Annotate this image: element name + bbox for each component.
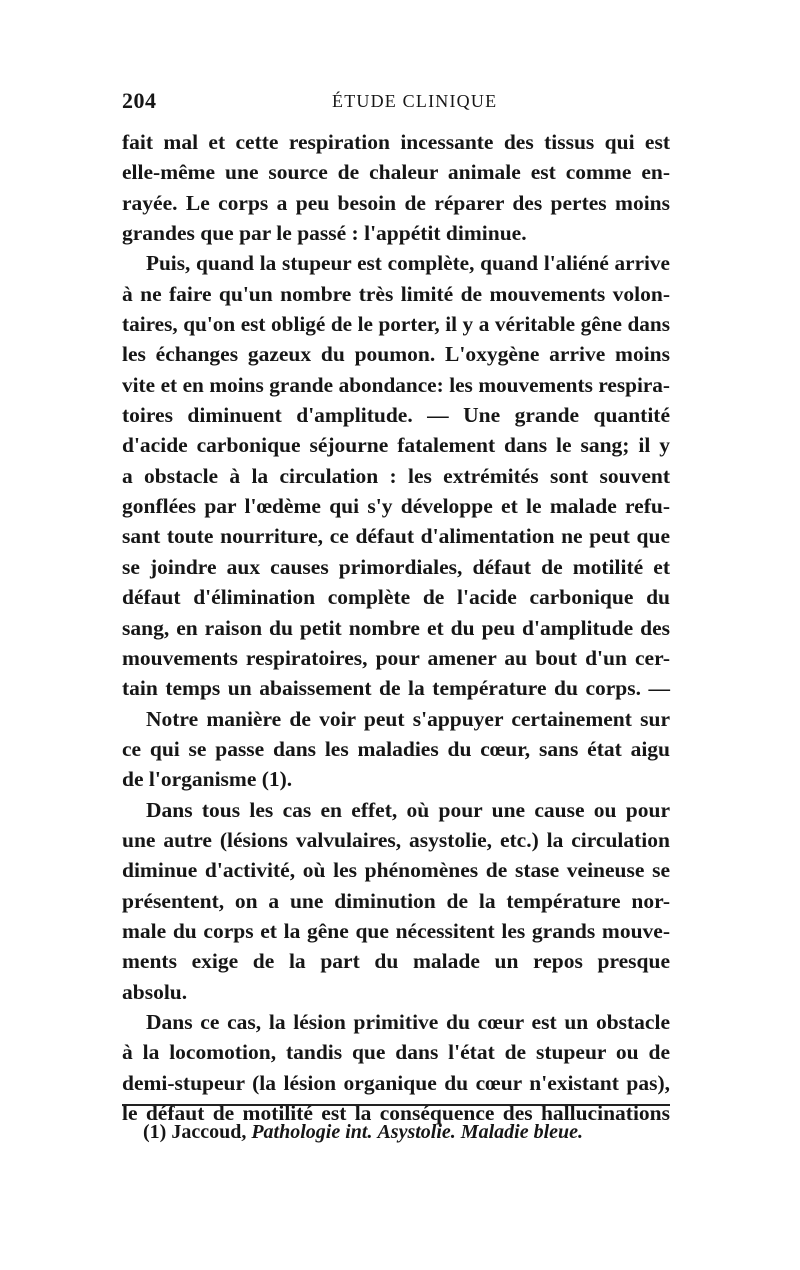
text-line: Dans ce cas, la lésion primitive du cœur est un obstacle: [146, 1009, 670, 1034]
text-line: Notre manière de voir peut s'appuyer certainement sur: [146, 706, 670, 731]
text-line: absolu.: [122, 979, 188, 1004]
text-line: male du corps et la gêne que nécessitent les grands mouve-: [122, 918, 670, 943]
text-line: d'acide carbonique séjourne fatalement dans le sang; il y: [122, 433, 670, 458]
text-line: elle-même une source de chaleur animale est comme en-: [122, 160, 670, 185]
text-line: vite et en moins grande abondance: les mouvements respira-: [122, 372, 670, 397]
text-line: a obstacle à la circulation : les extrémités sont souvent: [122, 463, 670, 488]
text-line: ments exige de la part du malade un repos presque: [122, 949, 670, 974]
text-line: les échanges gazeux du poumon. L'oxygène arrive moins: [122, 342, 670, 367]
text-line: de l'organisme (1).: [122, 767, 293, 792]
text-line: se joindre aux causes primordiales, défaut de motilité et: [122, 554, 670, 579]
footnote-author: Jaccoud,: [171, 1121, 247, 1143]
text-line: défaut d'élimination complète de l'acide carbonique du: [122, 585, 670, 610]
page-header: [122, 88, 670, 118]
page-number: 204: [122, 88, 157, 113]
footnote-marker: (1): [143, 1121, 167, 1143]
text-line: sang, en raison du petit nombre et du peu d'amplitude des: [122, 615, 670, 640]
text-line: rayée. Le corps a peu besoin de réparer des pertes moins: [122, 190, 670, 215]
text-line: à la locomotion, tandis que dans l'état de stupeur ou de: [122, 1040, 670, 1065]
text-line: sant toute nourriture, ce défaut d'alimentation ne peut que: [122, 524, 670, 549]
footnote-divider: [122, 1104, 670, 1106]
text-line: grandes que par le passé : l'appétit diminue.: [122, 221, 527, 246]
text-line: présentent, on a une diminution de la température nor-: [122, 888, 670, 913]
text-line: gonflées par l'œdème qui s'y développe et le malade refu-: [122, 494, 670, 519]
text-line: diminue d'activité, où les phénomènes de stase veineuse se: [122, 858, 670, 883]
text-line: le défaut de motilité est la conséquence des hallucinations: [122, 1101, 670, 1125]
text-line: une autre (lésions valvulaires, asystolie, etc.) la circulation: [122, 827, 670, 852]
text-line: à ne faire qu'un nombre très limité de mouvements volon-: [122, 281, 670, 306]
body-text: [122, 127, 670, 1128]
footnote-work: Pathologie int.: [251, 1121, 373, 1143]
text-line: Puis, quand la stupeur est complète, quand l'aliéné arrive: [146, 251, 670, 276]
footnote: [143, 1121, 583, 1144]
footnote-subject: Maladie bleue.: [460, 1121, 584, 1143]
text-line: toires diminuent d'amplitude. — Une grande quantité: [122, 403, 670, 428]
footnote-section: Asystolie.: [377, 1121, 456, 1143]
text-line: fait mal et cette respiration incessante des tissus qui est: [122, 130, 670, 154]
text-line: demi-stupeur (la lésion organique du cœur n'existant pas),: [122, 1070, 670, 1095]
text-line: Dans tous les cas en effet, où pour une cause ou pour: [146, 797, 670, 822]
text-line: ce qui se passe dans les maladies du cœur, sans état aigu: [122, 736, 670, 761]
text-line: tain temps un abaissement de la température du corps. —: [122, 676, 670, 701]
running-head: ÉTUDE CLINIQUE: [332, 91, 498, 111]
text-line: taires, qu'on est obligé de le porter, il y a véritable gêne dans: [122, 312, 670, 337]
text-line: mouvements respiratoires, pour amener au bout d'un cer-: [122, 645, 670, 670]
